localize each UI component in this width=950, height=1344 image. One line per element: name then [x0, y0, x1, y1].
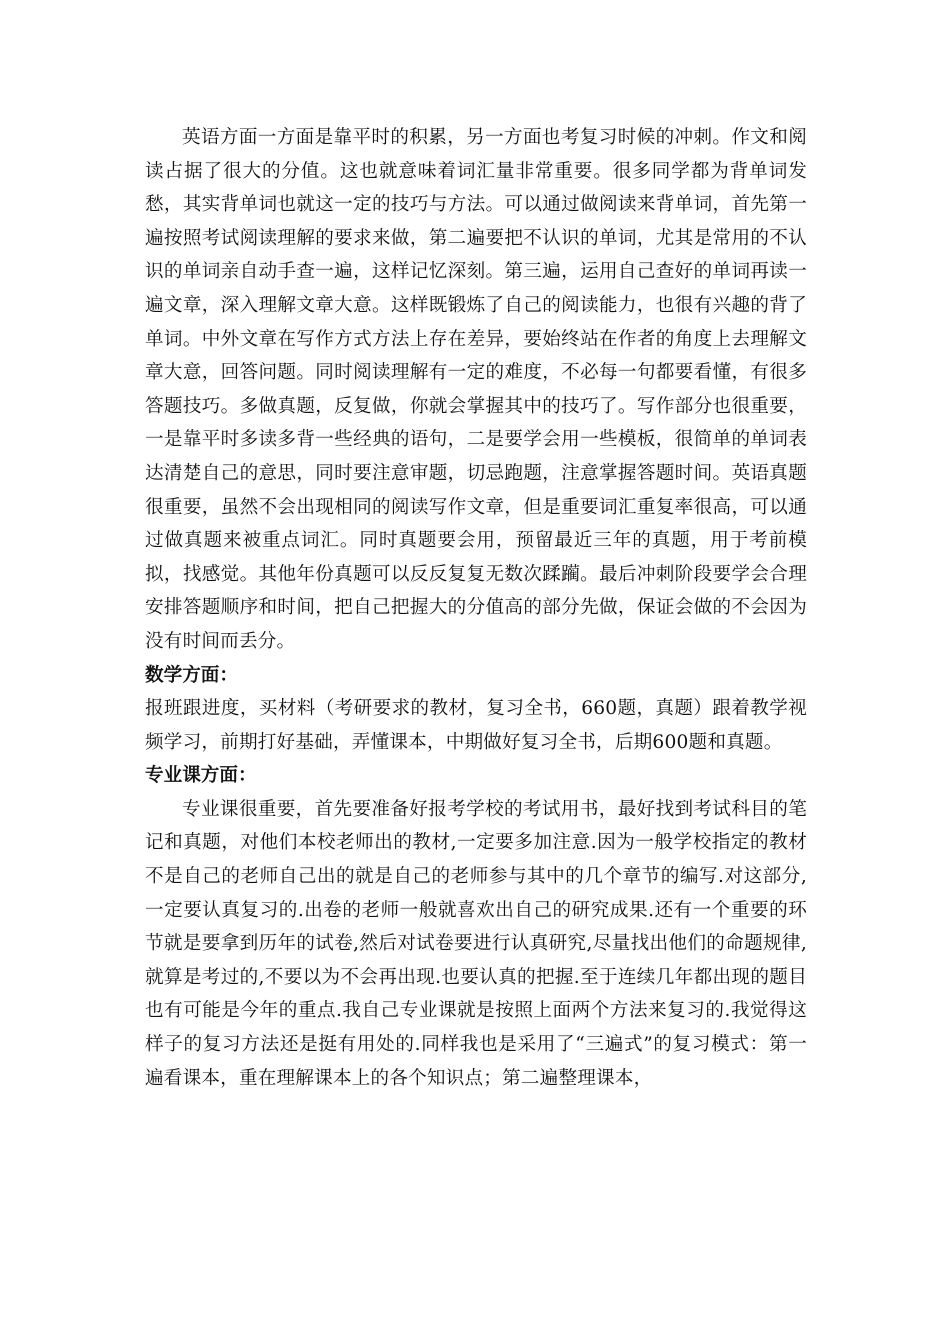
document-body: [145, 121, 807, 1095]
english-section-paragraph: 英语方面一方面是靠平时的积累，另一方面也考复习时候的冲刺。作文和阅读占据了很大的分值。这也就意味着词汇量非常重要。很多同学都为背单词发愁，其实背单词也就这一定的技巧与方法。可以通过做阅读来背单词，首先第一遍按照考试阅读理解的要求来做，第二遍要把不认识的单词，尤其是常用的不认识的单词亲自动手查一遍，这样记忆深刻。第三遍，运用自己查好的单词再读一遍文章，深入理解文章大意。这样既锻炼了自己的阅读能力，也很有兴趣的背了单词。中外文章在写作方式方法上存在差异，要始终站在作者的角度上去理解文章大意，回答问题。同时阅读理解有一定的难度，不必每一句都要看懂，有很多答题技巧。多做真题，反复做，你就会掌握其中的技巧了。写作部分也很重要，一是靠平时多读多背一些经典的语句，二是要学会用一些模板，很简单的单词表达清楚自己的意思，同时要注意审题，切忌跑题，注意掌握答题时间。英语真题很重要，虽然不会出现相同的阅读写作文章，但是重要词汇重复率很高，可以通过做真题来被重点词汇。同时真题要会用，预留最近三年的真题，用于考前模拟，找感觉。其他年份真题可以反反复复无数次蹂躏。最后冲刺阶段要学会合理安排答题顺序和时间，把自己把握大的分值高的部分先做，保证会做的不会因为没有时间而丢分。: [145, 127, 807, 652]
major-section-heading: 专业课方面：: [145, 765, 257, 787]
math-section-heading: 数学方面：: [145, 664, 238, 686]
math-section-paragraph: 报班跟进度，买材料（考研要求的教材，复习全书，660题，真题）跟着教学视频学习，前期打好基础，弄懂课本，中期做好复习全书，后期600题和真题。: [145, 698, 807, 753]
major-section-paragraph: 专业课很重要，首先要准备好报考学校的考试用书，最好找到考试科目的笔记和真题，对他们本校老师出的教材,一定要多加注意.因为一般学校指定的教材不是自己的老师自己出的就是自己的老师参与其中的几个章节的编写.对这部分,一定要认真复习的.出卷的老师一般就喜欢出自己的研究成果.还有一个重要的环节就是要拿到历年的试卷,然后对试卷要进行认真研究,尽量找出他们的命题规律,就算是考过的,不要以为不会再出现.也要认真的把握.至于连续几年都出现的题目也有可能是今年的重点.我自己专业课就是按照上面两个方法来复习的.我觉得这样子的复习方法还是挺有用处的.同样我也是采用了“三遍式”的复习模式：第一遍看课本，重在理解课本上的各个知识点；第二遍整理课本，: [145, 798, 807, 1089]
